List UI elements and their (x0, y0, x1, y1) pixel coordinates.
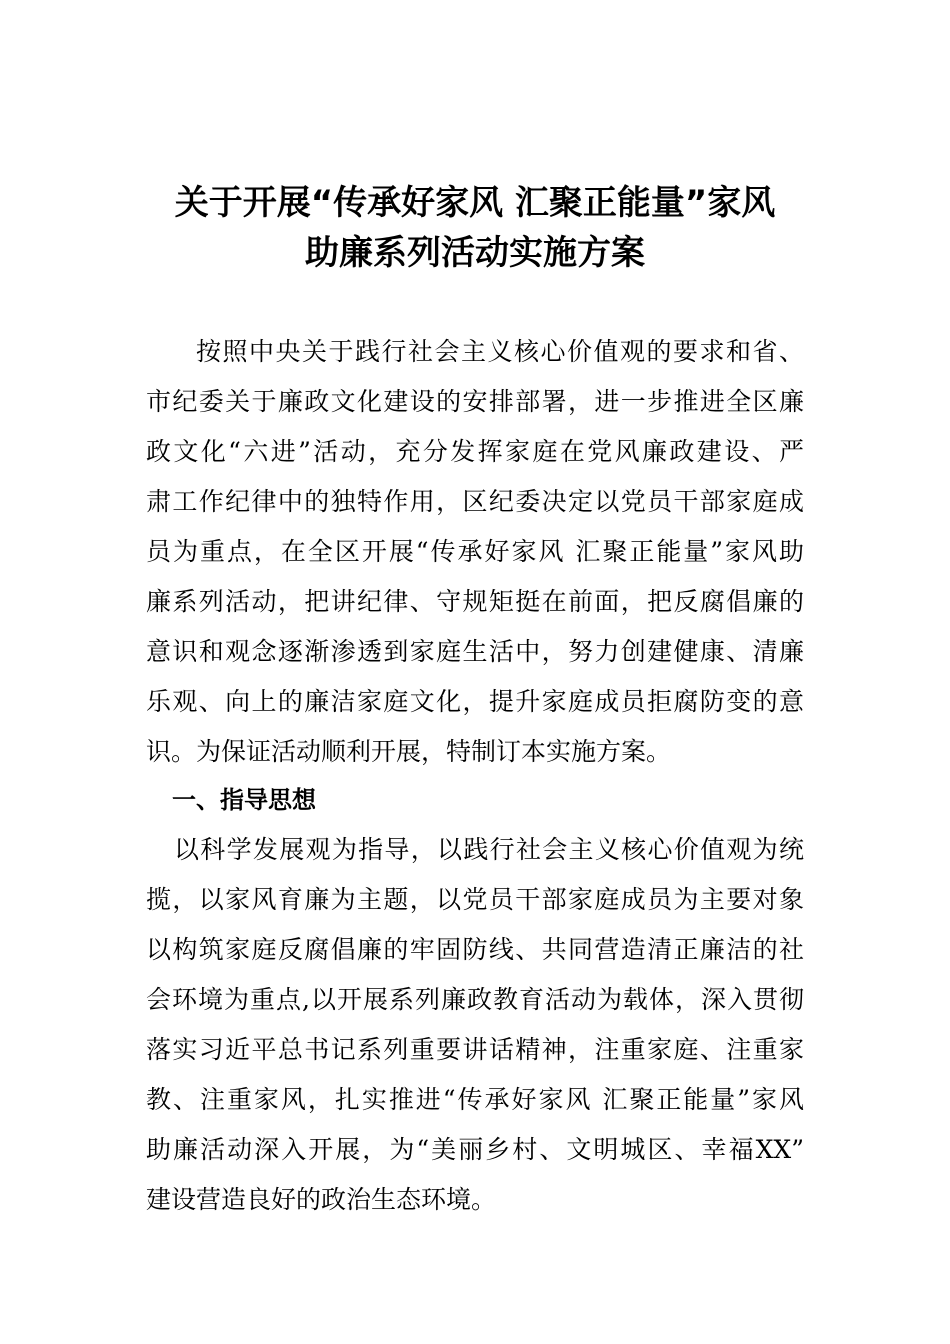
intro-paragraph-line: 按照中央关于践行社会主义核心价值观的要求和省、 (196, 337, 804, 366)
section-paragraph-line: 以科学发展观为指导，以践行社会主义核心价值观为统 (174, 835, 804, 864)
document-title-line-1: 关于开展“传承好家风 汇聚正能量”家风 (174, 183, 776, 223)
document-title-line-2: 助廉系列活动实施方案 (305, 233, 645, 273)
section-paragraph-line: 以构筑家庭反腐倡廉的牢固防线、共同营造清正廉洁的社 (146, 935, 804, 964)
intro-paragraph-line: 政文化“六进”活动，充分发挥家庭在党风廉政建设、严 (146, 437, 804, 466)
intro-paragraph-line: 乐观、向上的廉洁家庭文化，提升家庭成员拒腐防变的意 (146, 687, 804, 716)
intro-paragraph-line: 意识和观念逐渐渗透到家庭生活中，努力创建健康、清廉 (146, 637, 804, 666)
section-paragraph-line: 教、注重家风，扎实推进“传承好家风 汇聚正能量”家风 (146, 1085, 804, 1114)
section-paragraph-line: 揽，以家风育廉为主题，以党员干部家庭成员为主要对象 (146, 885, 804, 914)
intro-paragraph-line: 肃工作纪律中的独特作用，区纪委决定以党员干部家庭成 (146, 487, 804, 516)
section-paragraph-line: 会环境为重点,以开展系列廉政教育活动为载体，深入贯彻 (146, 985, 804, 1014)
section-paragraph-line: 建设营造良好的政治生态环境。 (146, 1185, 497, 1214)
intro-paragraph-line: 廉系列活动，把讲纪律、守规矩挺在前面，把反腐倡廉的 (146, 587, 804, 616)
intro-paragraph-line: 市纪委关于廉政文化建设的安排部署，进一步推进全区廉 (146, 387, 804, 416)
intro-paragraph-line: 识。为保证活动顺利开展，特制订本实施方案。 (146, 737, 672, 766)
section-heading-guiding-ideology: 一、指导思想 (172, 786, 316, 814)
intro-paragraph-line: 员为重点，在全区开展“传承好家风 汇聚正能量”家风助 (146, 537, 804, 566)
section-paragraph-line: 助廉活动深入开展，为“美丽乡村、文明城区、幸福XX” (146, 1135, 804, 1164)
section-paragraph-line: 落实习近平总书记系列重要讲话精神，注重家庭、注重家 (146, 1035, 804, 1064)
